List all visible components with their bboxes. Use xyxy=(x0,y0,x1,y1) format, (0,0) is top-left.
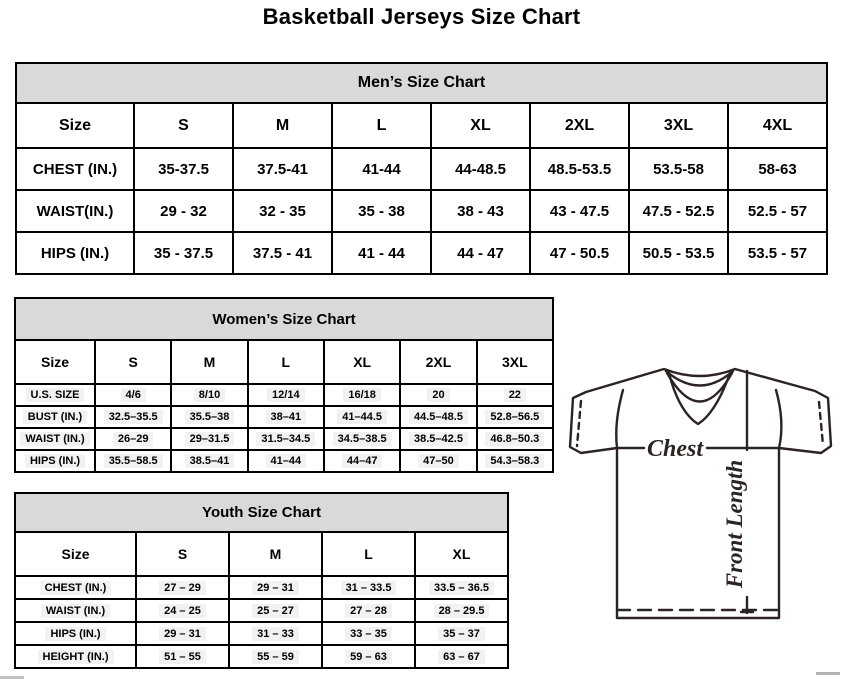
column-header: S xyxy=(134,103,233,148)
cell-value: 16/18 xyxy=(343,388,381,402)
table-row xyxy=(16,190,827,232)
cell-value: 28 – 29.5 xyxy=(434,604,490,618)
table-row xyxy=(15,576,508,599)
cell-value: 38 - 43 xyxy=(457,202,504,220)
cell-value: 46.8–50.3 xyxy=(485,432,544,446)
column-header: Size xyxy=(15,532,136,576)
table-title: Youth Size Chart xyxy=(15,493,508,532)
front-length-label: Front Length xyxy=(722,459,747,589)
cell-value: 29 - 32 xyxy=(160,202,207,220)
column-header: L xyxy=(332,103,431,148)
scrollbar-fragment-right xyxy=(816,672,840,675)
row-label: BUST (IN.) xyxy=(23,410,87,424)
table-row xyxy=(15,384,553,406)
row-label: HIPS (IN.) xyxy=(40,244,110,262)
cell-value: 44 - 47 xyxy=(457,244,504,262)
cell-value: 55 – 59 xyxy=(252,650,299,664)
cell-value: 27 – 28 xyxy=(345,604,392,618)
cell-value: 41–44 xyxy=(266,454,307,468)
cell-value: 41 - 44 xyxy=(358,244,405,262)
column-header: 2XL xyxy=(400,340,476,384)
row-label: U.S. SIZE xyxy=(26,388,85,402)
table-row xyxy=(15,450,553,472)
cell-value: 52.8–56.5 xyxy=(485,410,544,424)
cell-value: 41–44.5 xyxy=(337,410,387,424)
jersey-measurement-diagram xyxy=(557,360,843,630)
cell-value: 44–47 xyxy=(342,454,383,468)
column-header: Size xyxy=(16,103,134,148)
cell-value: 35 - 38 xyxy=(358,202,405,220)
cell-value: 51 – 55 xyxy=(159,650,206,664)
jersey-body-outline xyxy=(570,369,831,618)
cell-value: 41-44 xyxy=(362,160,401,178)
cell-value: 35-37.5 xyxy=(158,160,209,178)
cell-value: 22 xyxy=(504,388,526,402)
cell-value: 59 – 63 xyxy=(345,650,392,664)
cell-value: 47.5 - 52.5 xyxy=(642,202,715,220)
cell-value: 26–29 xyxy=(113,432,154,446)
jersey-outline-icon xyxy=(557,360,843,630)
cell-value: 20 xyxy=(427,388,449,402)
cell-value: 29 – 31 xyxy=(159,627,206,641)
cell-value: 50.5 - 53.5 xyxy=(642,244,715,262)
page-title: Basketball Jerseys Size Chart xyxy=(262,4,581,29)
cell-value: 33.5 – 36.5 xyxy=(429,581,494,595)
row-label: WAIST (IN.) xyxy=(20,432,89,446)
column-header: S xyxy=(136,532,229,576)
header-row xyxy=(15,532,508,576)
column-header: Size xyxy=(15,340,95,384)
cell-value: 63 – 67 xyxy=(438,650,485,664)
cell-value: 35.5–38 xyxy=(185,410,235,424)
cell-value: 47 - 50.5 xyxy=(549,244,610,262)
column-header: XL xyxy=(415,532,508,576)
cell-value: 29–31.5 xyxy=(185,432,235,446)
cell-value: 12/14 xyxy=(267,388,305,402)
mens-size-table xyxy=(15,62,828,275)
table-row xyxy=(15,645,508,668)
cell-value: 44.5–48.5 xyxy=(409,410,468,424)
column-header: M xyxy=(233,103,332,148)
cell-value: 32.5–35.5 xyxy=(104,410,163,424)
cell-value: 34.5–38.5 xyxy=(333,432,392,446)
row-label: CHEST (IN.) xyxy=(40,581,112,595)
cell-value: 4/6 xyxy=(121,388,146,402)
womens-size-table xyxy=(14,297,554,473)
row-label: HIPS (IN.) xyxy=(25,454,85,468)
table-row xyxy=(15,428,553,450)
cell-value: 29 – 31 xyxy=(252,581,299,595)
column-header: 4XL xyxy=(728,103,827,148)
table-title: Women’s Size Chart xyxy=(15,298,553,340)
cell-value: 35 – 37 xyxy=(438,627,485,641)
cell-value: 33 – 35 xyxy=(345,627,392,641)
cell-value: 47–50 xyxy=(418,454,459,468)
cell-value: 37.5-41 xyxy=(257,160,308,178)
cell-value: 35.5–58.5 xyxy=(104,454,163,468)
column-header: M xyxy=(229,532,322,576)
header-row xyxy=(15,340,553,384)
cell-value: 54.3–58.3 xyxy=(485,454,544,468)
header-row xyxy=(16,103,827,148)
table-row xyxy=(16,232,827,274)
cell-value: 53.5-58 xyxy=(653,160,704,178)
row-label: HEIGHT (IN.) xyxy=(38,650,114,664)
column-header: XL xyxy=(431,103,530,148)
column-header: 3XL xyxy=(477,340,553,384)
table-row xyxy=(15,599,508,622)
column-header: L xyxy=(322,532,415,576)
cell-value: 8/10 xyxy=(194,388,225,402)
cell-value: 31.5–34.5 xyxy=(256,432,315,446)
cell-value: 25 – 27 xyxy=(252,604,299,618)
row-label: WAIST(IN.) xyxy=(36,202,114,220)
cell-value: 58-63 xyxy=(758,160,797,178)
chest-label: Chest xyxy=(646,436,704,462)
column-header: 2XL xyxy=(530,103,629,148)
cell-value: 38.5–42.5 xyxy=(409,432,468,446)
column-header: 3XL xyxy=(629,103,728,148)
table-title: Men’s Size Chart xyxy=(16,63,827,103)
cell-value: 27 – 29 xyxy=(159,581,206,595)
column-header: S xyxy=(95,340,171,384)
column-header: M xyxy=(171,340,247,384)
column-header: XL xyxy=(324,340,400,384)
column-header: L xyxy=(248,340,324,384)
table-row xyxy=(15,622,508,645)
youth-size-table xyxy=(14,492,509,669)
cell-value: 52.5 - 57 xyxy=(747,202,808,220)
cell-value: 53.5 - 57 xyxy=(747,244,808,262)
row-label: WAIST (IN.) xyxy=(41,604,110,618)
row-label: CHEST (IN.) xyxy=(32,160,118,178)
table-row xyxy=(15,406,553,428)
cell-value: 32 - 35 xyxy=(259,202,306,220)
cell-value: 48.5-53.5 xyxy=(547,160,612,178)
cell-value: 31 – 33.5 xyxy=(341,581,397,595)
cell-value: 24 – 25 xyxy=(159,604,206,618)
cell-value: 44-48.5 xyxy=(455,160,506,178)
cell-value: 38.5–41 xyxy=(185,454,235,468)
row-label: HIPS (IN.) xyxy=(45,627,105,641)
cell-value: 38–41 xyxy=(266,410,307,424)
cell-value: 31 – 33 xyxy=(252,627,299,641)
cell-value: 37.5 - 41 xyxy=(252,244,313,262)
cell-value: 43 - 47.5 xyxy=(549,202,610,220)
cell-value: 35 - 37.5 xyxy=(153,244,214,262)
table-row xyxy=(16,148,827,190)
